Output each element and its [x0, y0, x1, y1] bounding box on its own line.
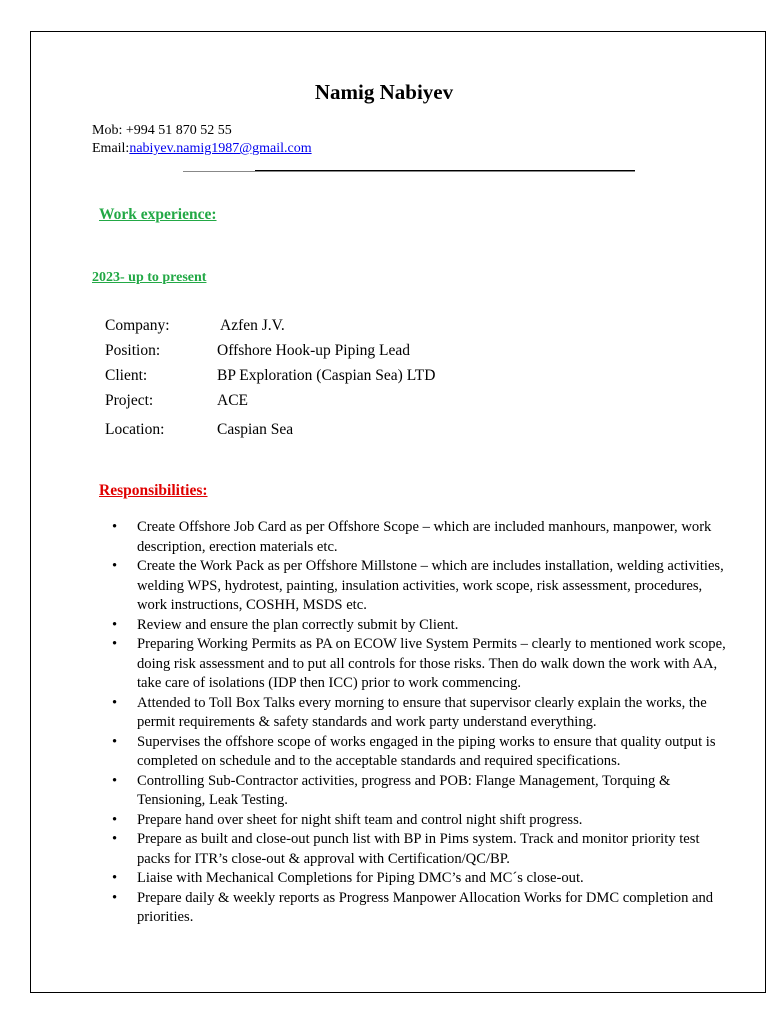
- list-item-text: Create the Work Pack as per Offshore Millstone – which are includes installation, welding activities, welding WPS, hydrotest, painting, insulation activities, work scope, risk assessment, procedures, work instructions, COSHH, MSDS etc.: [137, 558, 724, 613]
- list-item-text: Review and ensure the plan correctly submit by Client.: [137, 616, 459, 633]
- bullet-icon: •: [112, 694, 118, 711]
- work-experience-heading: Work experience:: [99, 206, 217, 223]
- list-item: [112, 830, 732, 869]
- email-link[interactable]: nabiyev.namig1987@gmail.com: [129, 141, 312, 156]
- list-item: [112, 772, 732, 811]
- detail-value: Offshore Hook-up Piping Lead: [217, 342, 411, 359]
- email-line: [92, 140, 312, 157]
- list-item: [112, 616, 732, 636]
- bullet-icon: •: [112, 889, 118, 906]
- mobile-label: Mob:: [92, 123, 126, 138]
- bullet-icon: •: [112, 870, 118, 886]
- candidate-name: Namig Nabiyev: [314, 80, 454, 104]
- bullet-icon: •: [112, 733, 118, 750]
- detail-value: ACE: [217, 392, 248, 409]
- list-item-text: Preparing Working Permits as PA on ECOW live System Permits – clearly to mentioned work scope, doing risk assessment and to put all controls for those risks. Then do walk down the work with AA, take care of isolations (IDP then ICC) prior to work commencing.: [137, 636, 726, 691]
- detail-label: Location:: [105, 421, 165, 438]
- bullet-icon: •: [112, 636, 118, 652]
- employment-period: 2023- up to present: [92, 270, 207, 285]
- bullet-icon: •: [112, 811, 118, 828]
- list-item: [112, 811, 732, 831]
- bullet-icon: •: [112, 558, 118, 574]
- detail-value: Azfen J.V.: [220, 317, 285, 334]
- list-item-text: Prepare hand over sheet for night shift team and control night shift progress.: [137, 811, 583, 828]
- list-item-text: Controlling Sub-Contractor activities, progress and POB: Flange Management, Torquing & Tensioning, Leak Testing.: [137, 772, 671, 808]
- list-item-text: Prepare as built and close-out punch list with BP in Pims system. Track and monitor priority test packs for ITR’s close-out & approval with Certification/QC/BP.: [137, 831, 700, 867]
- responsibilities-list: [112, 518, 732, 928]
- mobile-line: [92, 122, 232, 139]
- list-item-text: Create Offshore Job Card as per Offshore Scope – which are included manhours, manpower, work description, erection materials etc.: [137, 519, 712, 555]
- mobile-number: +994 51 870 52 55: [125, 123, 232, 138]
- bullet-icon: •: [112, 616, 118, 633]
- responsibilities-heading: Responsibilities:: [99, 482, 208, 499]
- header-divider-thick: [255, 170, 635, 171]
- list-item: [112, 557, 732, 616]
- bullet-icon: •: [112, 772, 118, 789]
- detail-value: BP Exploration (Caspian Sea) LTD: [217, 367, 436, 384]
- detail-label: Client:: [105, 367, 148, 384]
- header-divider: [183, 171, 635, 172]
- list-item: [112, 694, 732, 733]
- detail-value: Caspian Sea: [217, 421, 294, 438]
- list-item: [112, 733, 732, 772]
- list-item-text: Prepare daily & weekly reports as Progress Manpower Allocation Works for DMC completion and priorities.: [137, 889, 714, 925]
- bullet-icon: •: [112, 831, 118, 847]
- list-item: [112, 635, 732, 694]
- list-item-text: Attended to Toll Box Talks every morning to ensure that supervisor clearly explain the works, the permit requirements & safety standards and work party understand everything.: [137, 694, 707, 730]
- list-item-text: Liaise with Mechanical Completions for Piping DMC’s and MC´s close-out.: [137, 870, 584, 886]
- detail-label: Position:: [105, 342, 161, 359]
- detail-label: Company:: [105, 317, 170, 334]
- list-item: [112, 518, 732, 557]
- email-label: Email:: [92, 141, 130, 156]
- bullet-icon: •: [112, 519, 118, 535]
- list-item: [112, 869, 732, 889]
- list-item: [112, 889, 732, 928]
- list-item-text: Supervises the offshore scope of works engaged in the piping works to ensure that quality output is completed on schedule and to the acceptable standards and required specifications.: [137, 733, 716, 769]
- detail-label: Project:: [105, 392, 154, 409]
